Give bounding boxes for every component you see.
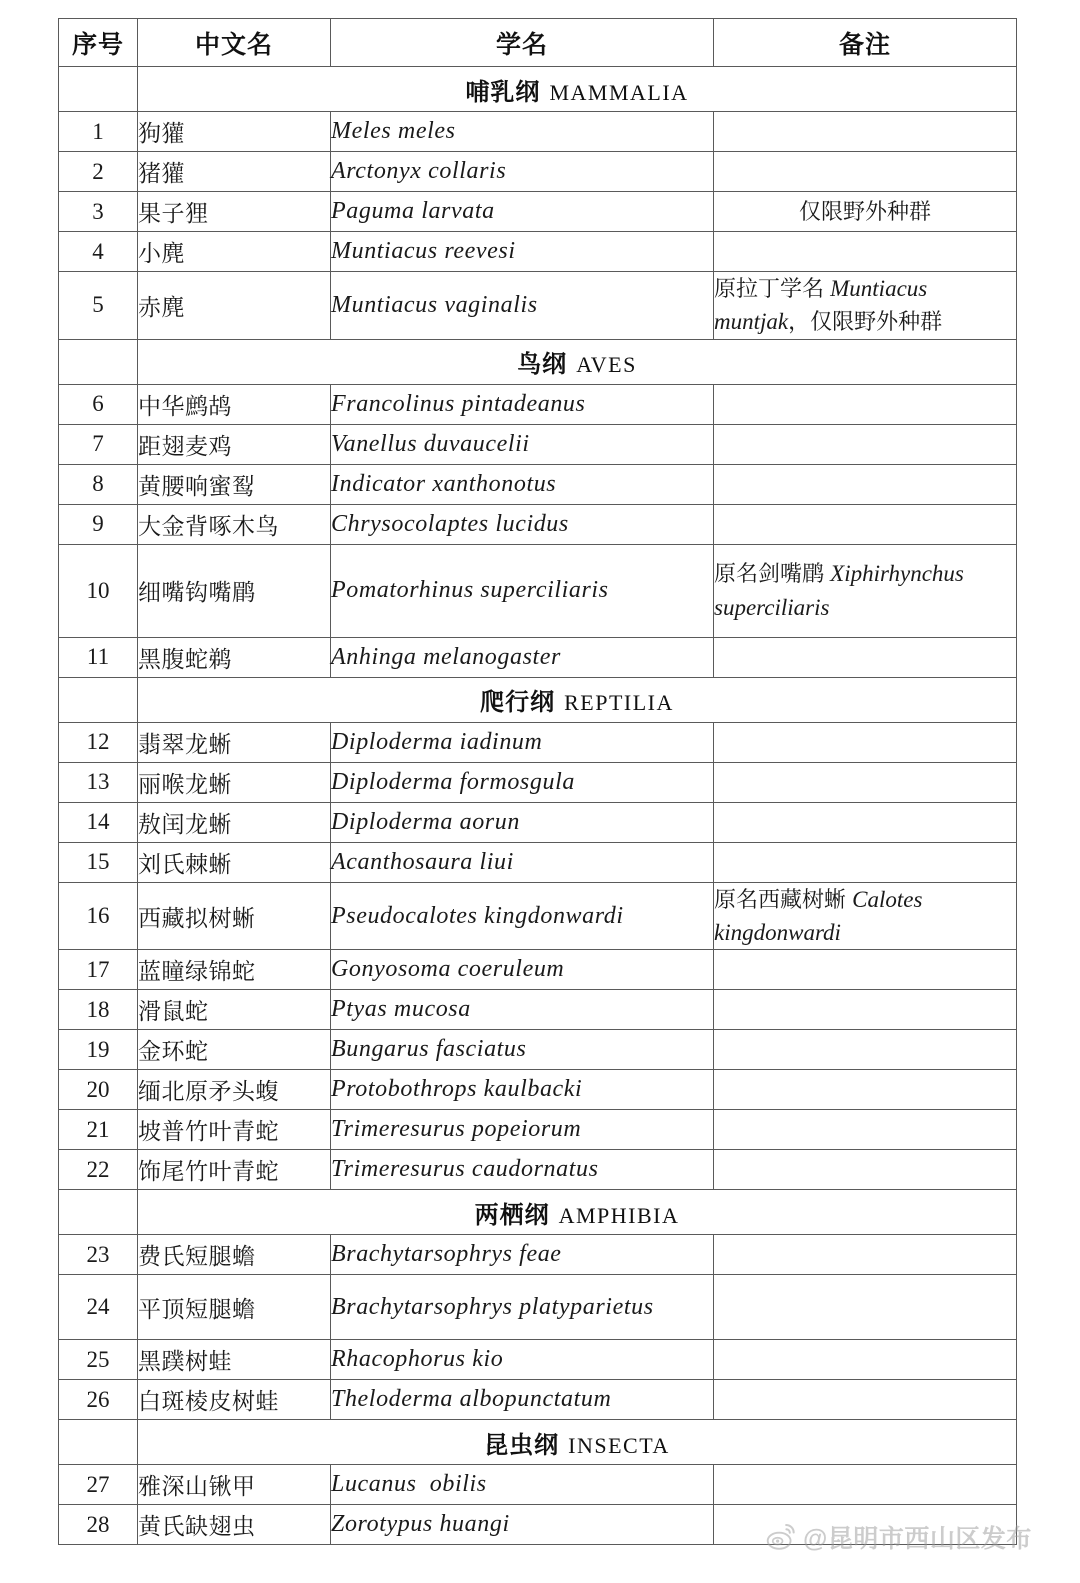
remark-chinese-tail: ，仅限野外种群 (788, 309, 943, 335)
species-row (59, 1275, 1017, 1340)
species-row (59, 504, 1017, 544)
species-remark (714, 722, 1017, 762)
species-index: 14 (59, 802, 138, 842)
species-row (59, 1070, 1017, 1110)
species-scientific-name: Pseudocalotes kingdonwardi (331, 882, 714, 950)
species-index: 5 (59, 272, 138, 340)
column-header-index: 序号 (59, 19, 138, 67)
class-section-row (59, 1190, 1017, 1235)
section-index-blank-cell (59, 677, 138, 722)
species-row (59, 424, 1017, 464)
species-chinese-name: 雅深山锹甲 (138, 1465, 331, 1505)
species-row (59, 112, 1017, 152)
section-index-blank-cell (59, 1420, 138, 1465)
species-chinese-name: 敖闰龙蜥 (138, 802, 331, 842)
species-remark (714, 882, 1017, 950)
class-section-row (59, 339, 1017, 384)
species-scientific-name: Arctonyx collaris (331, 152, 714, 192)
species-scientific-name: Gonyosoma coeruleum (331, 950, 714, 990)
species-remark (714, 842, 1017, 882)
species-scientific-name: Muntiacus reevesi (331, 232, 714, 272)
species-index: 17 (59, 950, 138, 990)
species-index: 19 (59, 1030, 138, 1070)
species-chinese-name: 刘氏棘蜥 (138, 842, 331, 882)
species-index: 4 (59, 232, 138, 272)
species-index: 16 (59, 882, 138, 950)
species-row (59, 464, 1017, 504)
species-row (59, 762, 1017, 802)
species-row (59, 1380, 1017, 1420)
species-scientific-name: Brachytarsophrys feae (331, 1235, 714, 1275)
species-scientific-name: Paguma larvata (331, 192, 714, 232)
species-row (59, 152, 1017, 192)
species-remark (714, 232, 1017, 272)
species-scientific-name: Trimeresurus popeiorum (331, 1110, 714, 1150)
section-index-blank-cell (59, 339, 138, 384)
species-remark: 仅限野外种群 (714, 192, 1017, 232)
class-section-row (59, 67, 1017, 112)
section-index-blank-cell (59, 1190, 138, 1235)
class-name-chinese: 鸟纲 (517, 351, 568, 379)
species-scientific-name: Vanellus duvaucelii (331, 424, 714, 464)
species-chinese-name: 猪獾 (138, 152, 331, 192)
class-section-row (59, 1420, 1017, 1465)
species-index: 22 (59, 1150, 138, 1190)
species-chinese-name: 黑蹼树蛙 (138, 1340, 331, 1380)
class-name-latin: MAMMALIA (549, 79, 689, 105)
remark-chinese-text: 原拉丁学名 (714, 276, 831, 301)
remark-chinese-text: 原名西藏树蜥 (714, 886, 847, 912)
species-index: 13 (59, 762, 138, 802)
species-row (59, 637, 1017, 677)
species-remark (714, 152, 1017, 192)
species-index: 26 (59, 1380, 138, 1420)
species-row (59, 990, 1017, 1030)
species-row (59, 1235, 1017, 1275)
species-remark (714, 1340, 1017, 1380)
species-scientific-name: Chrysocolaptes lucidus (331, 504, 714, 544)
species-chinese-name: 细嘴钩嘴鹛 (138, 544, 331, 637)
species-remark (714, 544, 1017, 637)
species-scientific-name: Rhacophorus kio (331, 1340, 714, 1380)
species-scientific-name: Diploderma iadinum (331, 722, 714, 762)
species-remark (714, 1235, 1017, 1275)
class-name-latin: INSECTA (568, 1432, 670, 1458)
species-chinese-name: 狗獾 (138, 112, 331, 152)
class-name-latin: AVES (576, 352, 637, 378)
class-section-title (138, 1420, 1017, 1465)
species-index: 9 (59, 504, 138, 544)
species-chinese-name: 平顶短腿蟾 (138, 1275, 331, 1340)
species-row (59, 1505, 1017, 1545)
species-row (59, 802, 1017, 842)
species-remark (714, 1030, 1017, 1070)
class-name-chinese: 两栖纲 (474, 1201, 550, 1229)
species-row (59, 882, 1017, 950)
species-remark (714, 637, 1017, 677)
remark-latin-name: Calotes kingdonwardi (714, 886, 923, 946)
species-remark (714, 1110, 1017, 1150)
species-index: 18 (59, 990, 138, 1030)
species-scientific-name: Anhinga melanogaster (331, 637, 714, 677)
species-chinese-name: 大金背啄木鸟 (138, 504, 331, 544)
species-chinese-name: 坡普竹叶青蛇 (138, 1110, 331, 1150)
class-section-title (138, 677, 1017, 722)
species-scientific-name: Acanthosaura liui (331, 842, 714, 882)
species-row (59, 1150, 1017, 1190)
class-name-chinese: 爬行纲 (480, 689, 556, 717)
species-index: 20 (59, 1070, 138, 1110)
species-chinese-name: 饰尾竹叶青蛇 (138, 1150, 331, 1190)
remark-latin-name: Muntiacus muntjak (714, 276, 928, 335)
species-chinese-name: 缅北原矛头蝮 (138, 1070, 331, 1110)
species-remark (714, 802, 1017, 842)
species-row (59, 1465, 1017, 1505)
species-scientific-name: Meles meles (331, 112, 714, 152)
species-remark (714, 504, 1017, 544)
species-index: 3 (59, 192, 138, 232)
species-index: 28 (59, 1505, 138, 1545)
species-remark (714, 1070, 1017, 1110)
species-scientific-name: Ptyas mucosa (331, 990, 714, 1030)
species-chinese-name: 费氏短腿蟾 (138, 1235, 331, 1275)
column-header-chinese-name: 中文名 (138, 19, 331, 67)
species-chinese-name: 果子狸 (138, 192, 331, 232)
species-row (59, 544, 1017, 637)
species-chinese-name: 中华鹧鸪 (138, 384, 331, 424)
species-index: 27 (59, 1465, 138, 1505)
species-index: 21 (59, 1110, 138, 1150)
class-section-row (59, 677, 1017, 722)
class-name-chinese: 哺乳纲 (465, 78, 541, 106)
species-chinese-name: 黄腰响蜜䴕 (138, 464, 331, 504)
species-chinese-name: 白斑棱皮树蛙 (138, 1380, 331, 1420)
species-index: 1 (59, 112, 138, 152)
species-index: 25 (59, 1340, 138, 1380)
species-index: 2 (59, 152, 138, 192)
species-row (59, 1340, 1017, 1380)
species-row (59, 1030, 1017, 1070)
species-remark (714, 950, 1017, 990)
species-chinese-name: 滑鼠蛇 (138, 990, 331, 1030)
species-scientific-name: Francolinus pintadeanus (331, 384, 714, 424)
species-index: 8 (59, 464, 138, 504)
class-name-latin: REPTILIA (564, 690, 674, 716)
species-scientific-name: Bungarus fasciatus (331, 1030, 714, 1070)
remark-latin-name: Xiphirhynchus superciliaris (714, 561, 964, 620)
species-scientific-name: Indicator xanthonotus (331, 464, 714, 504)
species-index: 24 (59, 1275, 138, 1340)
species-remark (714, 1275, 1017, 1340)
species-remark (714, 762, 1017, 802)
species-row (59, 384, 1017, 424)
species-row (59, 722, 1017, 762)
species-scientific-name: Trimeresurus caudornatus (331, 1150, 714, 1190)
species-chinese-name: 距翅麦鸡 (138, 424, 331, 464)
species-remark (714, 990, 1017, 1030)
column-header-remark: 备注 (714, 19, 1017, 67)
species-chinese-name: 西藏拟树蜥 (138, 882, 331, 950)
class-section-title (138, 339, 1017, 384)
protected-species-table (58, 18, 1017, 1545)
species-index: 12 (59, 722, 138, 762)
species-remark (714, 1380, 1017, 1420)
class-name-chinese: 昆虫纲 (484, 1431, 560, 1459)
species-remark (714, 272, 1017, 340)
species-index: 10 (59, 544, 138, 637)
class-name-latin: AMPHIBIA (558, 1202, 680, 1228)
species-scientific-name: Lucanus obilis (331, 1465, 714, 1505)
species-scientific-name: Zorotypus huangi (331, 1505, 714, 1545)
species-list-sheet (58, 18, 1016, 1545)
species-index: 11 (59, 637, 138, 677)
species-remark (714, 424, 1017, 464)
species-remark (714, 1465, 1017, 1505)
species-chinese-name: 黄氏缺翅虫 (138, 1505, 331, 1545)
species-chinese-name: 黑腹蛇鹈 (138, 637, 331, 677)
section-index-blank-cell (59, 67, 138, 112)
species-scientific-name: Diploderma formosgula (331, 762, 714, 802)
species-scientific-name: Pomatorhinus superciliaris (331, 544, 714, 637)
column-header-scientific-name: 学名 (331, 19, 714, 67)
species-row (59, 192, 1017, 232)
class-section-title (138, 67, 1017, 112)
table-header-row (59, 19, 1017, 67)
species-scientific-name: Brachytarsophrys platyparietus (331, 1275, 714, 1340)
species-row (59, 950, 1017, 990)
species-remark (714, 1150, 1017, 1190)
species-remark (714, 112, 1017, 152)
species-chinese-name: 小麂 (138, 232, 331, 272)
species-index: 15 (59, 842, 138, 882)
species-row (59, 272, 1017, 340)
class-section-title (138, 1190, 1017, 1235)
watermark-label: @昆明市西山区发布 (803, 1525, 1032, 1553)
species-scientific-name: Muntiacus vaginalis (331, 272, 714, 340)
species-remark (714, 1505, 1017, 1545)
species-index: 6 (59, 384, 138, 424)
species-chinese-name: 蓝瞳绿锦蛇 (138, 950, 331, 990)
species-index: 23 (59, 1235, 138, 1275)
species-remark (714, 464, 1017, 504)
species-chinese-name: 金环蛇 (138, 1030, 331, 1070)
species-index: 7 (59, 424, 138, 464)
species-scientific-name: Diploderma aorun (331, 802, 714, 842)
species-scientific-name: Protobothrops kaulbacki (331, 1070, 714, 1110)
species-chinese-name: 丽喉龙蜥 (138, 762, 331, 802)
species-chinese-name: 翡翠龙蜥 (138, 722, 331, 762)
species-remark (714, 384, 1017, 424)
species-scientific-name: Theloderma albopunctatum (331, 1380, 714, 1420)
species-row (59, 232, 1017, 272)
species-chinese-name: 赤麂 (138, 272, 331, 340)
remark-chinese-text: 原名剑嘴鹛 (714, 561, 825, 587)
species-row (59, 1110, 1017, 1150)
species-row (59, 842, 1017, 882)
